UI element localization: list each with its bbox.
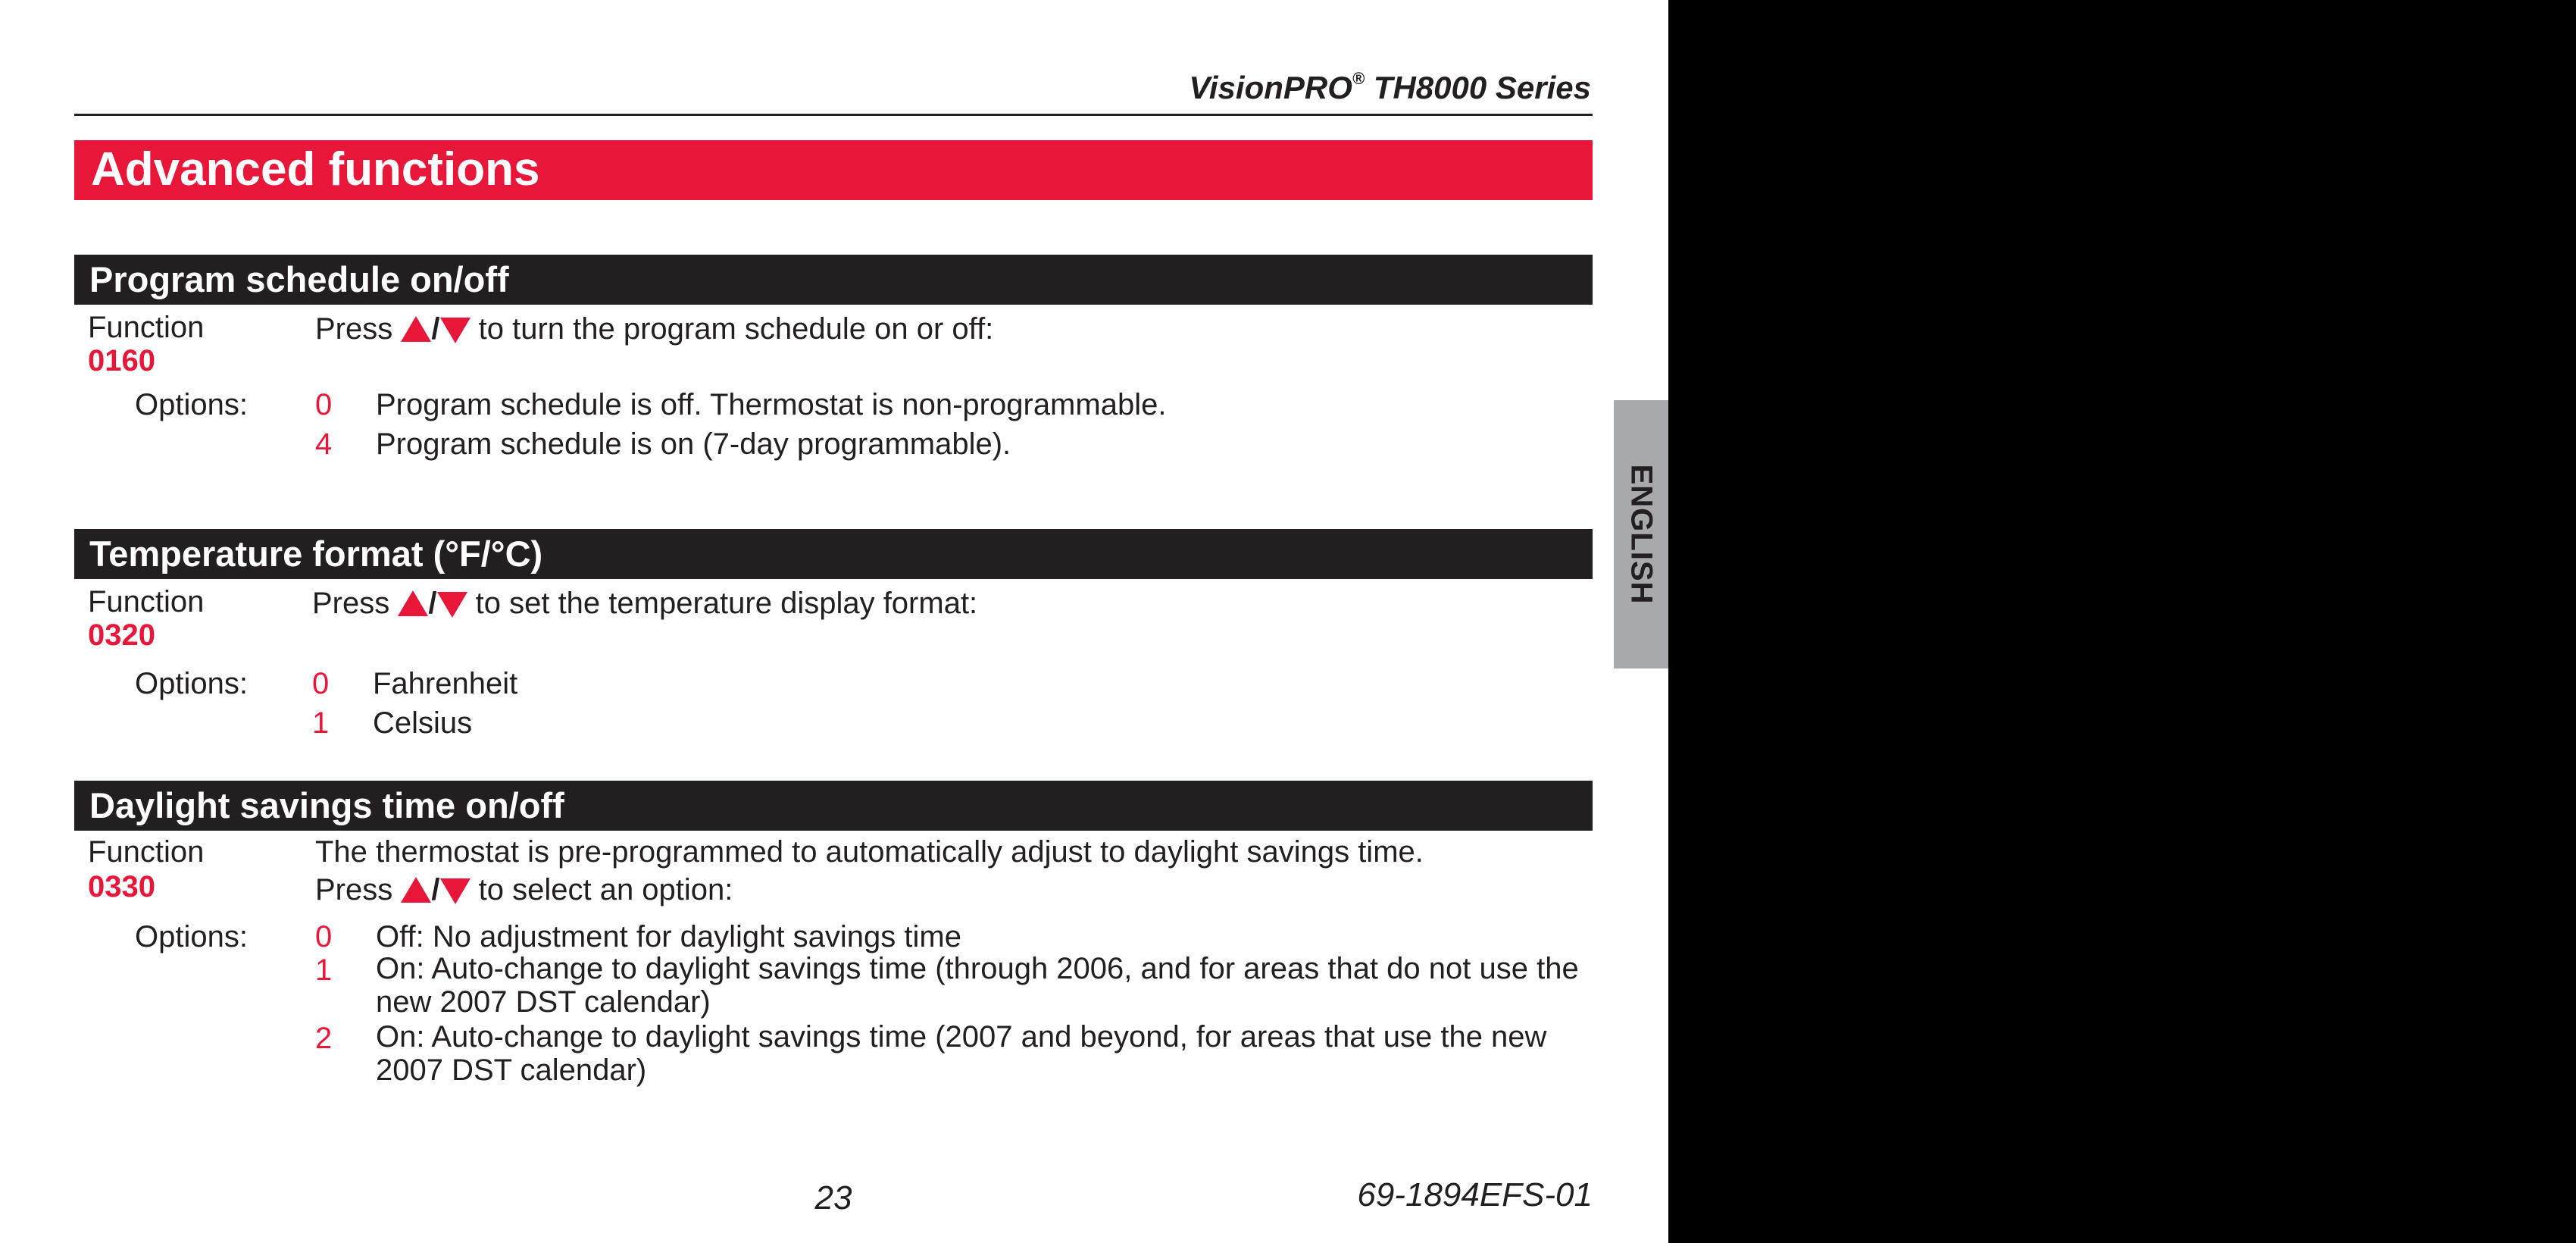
registered-mark: ® <box>1352 69 1365 88</box>
option-text: On: Auto-change to daylight savings time (2007 and beyond, for areas that use the new 2007 DST calendar) <box>376 1020 1547 1087</box>
page-edge-band <box>1668 0 2576 1243</box>
up-arrow-icon <box>398 590 428 616</box>
options-label: Options: <box>135 388 248 421</box>
options-label: Options: <box>135 667 248 700</box>
function-code: 0160 <box>88 344 155 377</box>
function-label: Function <box>88 835 205 869</box>
instruction-suffix: to set the temperature display format: <box>475 587 978 620</box>
down-arrow-icon <box>440 318 470 343</box>
document-number: 69-1894EFS-01 <box>1357 1176 1593 1213</box>
instruction-line <box>315 311 993 347</box>
language-tab-label: ENGLISH <box>1624 464 1658 605</box>
header-series: TH8000 Series <box>1373 70 1591 105</box>
option-text: Fahrenheit <box>373 667 518 700</box>
running-header <box>833 70 1591 106</box>
instruction-line <box>315 872 733 908</box>
instruction-prefix: Press <box>315 873 393 906</box>
section-title: Daylight savings time on/off <box>89 785 564 825</box>
section-bar-temperature-format <box>74 529 1593 579</box>
language-tab <box>1614 400 1668 668</box>
option-text: Off: No adjustment for daylight savings time <box>376 920 961 953</box>
function-label: Function <box>88 311 205 344</box>
up-arrow-icon <box>401 316 431 342</box>
down-arrow-icon <box>437 592 467 618</box>
function-code: 0330 <box>88 870 155 903</box>
instruction-slash: / <box>431 312 440 346</box>
section-bar-daylight-savings <box>74 781 1593 831</box>
option-text: On: Auto-change to daylight savings time (through 2006, and for areas that do not use the new 2007 DST calendar) <box>376 952 1579 1019</box>
main-title-banner <box>74 140 1593 200</box>
header-brand: VisionPRO <box>1189 70 1352 105</box>
instruction-suffix: to turn the program schedule on or off: <box>478 312 994 346</box>
option-value: 0 <box>315 920 333 953</box>
header-rule <box>74 114 1593 116</box>
instruction-suffix: to select an option: <box>478 873 733 906</box>
option-text: Program schedule is off. Thermostat is non-programmable. <box>376 388 1167 421</box>
section-title: Temperature format (°F/°C) <box>89 534 543 574</box>
instruction-prefix: Press <box>315 312 393 346</box>
description: The thermostat is pre-programmed to automatically adjust to daylight savings time. <box>315 835 1424 869</box>
instruction-slash: / <box>431 873 440 906</box>
down-arrow-icon <box>440 878 470 904</box>
options-label: Options: <box>135 920 248 953</box>
instruction-slash: / <box>428 587 437 620</box>
up-arrow-icon <box>401 877 431 903</box>
option-value: 1 <box>312 706 330 740</box>
instruction-prefix: Press <box>312 587 390 620</box>
section-title: Program schedule on/off <box>89 259 509 299</box>
function-label: Function <box>88 585 205 618</box>
page-number: 23 <box>814 1179 852 1216</box>
option-value: 0 <box>312 667 330 700</box>
page-title: Advanced functions <box>91 143 540 196</box>
option-value: 1 <box>315 953 333 987</box>
option-value: 4 <box>315 427 333 461</box>
option-text: Program schedule is on (7-day programmable). <box>376 427 1011 461</box>
option-text: Celsius <box>373 706 473 740</box>
section-bar-program-schedule <box>74 255 1593 305</box>
option-value: 2 <box>315 1022 333 1055</box>
function-code: 0320 <box>88 618 155 652</box>
instruction-line <box>312 585 977 622</box>
option-value: 0 <box>315 388 333 421</box>
